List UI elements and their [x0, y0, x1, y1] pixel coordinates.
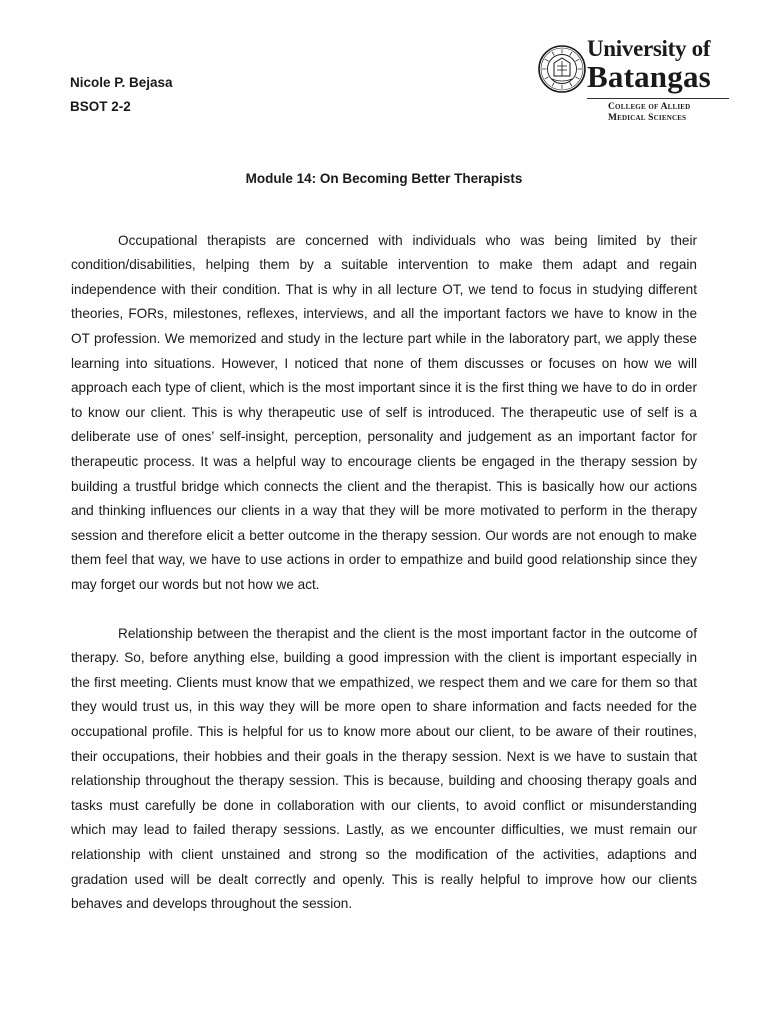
- wordmark-line2: Batangas: [587, 59, 711, 94]
- body-paragraph: Relationship between the therapist and the client is the most important factor in the outcome of therapy. So, before anything else, building a good impression with the client is important especially in the first meeting. Clients must know that we empathized, we respect them and we care for them so that they would trust us, in this way they will be more open to share information and facts needed for the occupational profile. This is helpful for us to know more about our client, to be aware of their routines, their occupations, their hobbies and their goals in the therapy session. Next is we have to sustain that relationship throughout the therapy session. This is because, building and choosing therapy goals and tasks must carefully be done in collaboration with our clients, to avoid conflict or misunderstanding which may lead to failed therapy sessions. Lastly, as we encounter difficulties, we must remain our relationship with client unstained and strong so the modification of the activities, adaptions and gradation used will be dealt correctly and openly. This is really helpful to improve how our clients behaves and develops throughout the session.: [71, 625, 697, 912]
- author-block: [70, 71, 173, 119]
- college-name: [608, 102, 690, 124]
- college-line1: College of Allied: [608, 102, 691, 112]
- document-title: Module 14: On Becoming Better Therapists: [245, 171, 523, 186]
- wordmark-line1: University of: [587, 36, 711, 61]
- class-section: BSOT 2-2: [70, 99, 131, 114]
- body-paragraph: Occupational therapists are concerned with individuals who was being limited by their condition/disabilities, helping them by a suitable intervention to make them adapt and regain independence with their condition. That is why in all lecture OT, we tend to focus in studying different theories, FORs, milestones, reflexes, interviews, and all the important factors we have to know in the OT profession. We memorized and study in the lecture part while in the laboratory part, we apply these learning into situations. However, I noticed that none of them discusses or focuses on how we will approach each type of client, which is the most important since it is the first thing we have to do in order to know our client. This is why therapeutic use of self is introduced. The therapeutic use of self is a deliberate use of ones’ self-insight, perception, personality and judgement as an important factor for therapeutic process. It was a helpful way to encourage clients be engaged in the therapy session by building a trustful bridge which connects the client and the therapist. This is basically how our actions and thinking influences our clients in a way that they will be more motivated to perform in the therapy session and therefore elicit a better outcome in the therapy session. Our words are not enough to make them feel that way, we have to use actions in order to empathize and build good relationship since they may forget our words but not how we act.: [71, 232, 697, 592]
- college-line2: Medical Sciences: [608, 113, 687, 123]
- wordmark-divider: [587, 98, 729, 99]
- university-wordmark: [587, 36, 711, 92]
- author-name: Nicole P. Bejasa: [70, 75, 173, 90]
